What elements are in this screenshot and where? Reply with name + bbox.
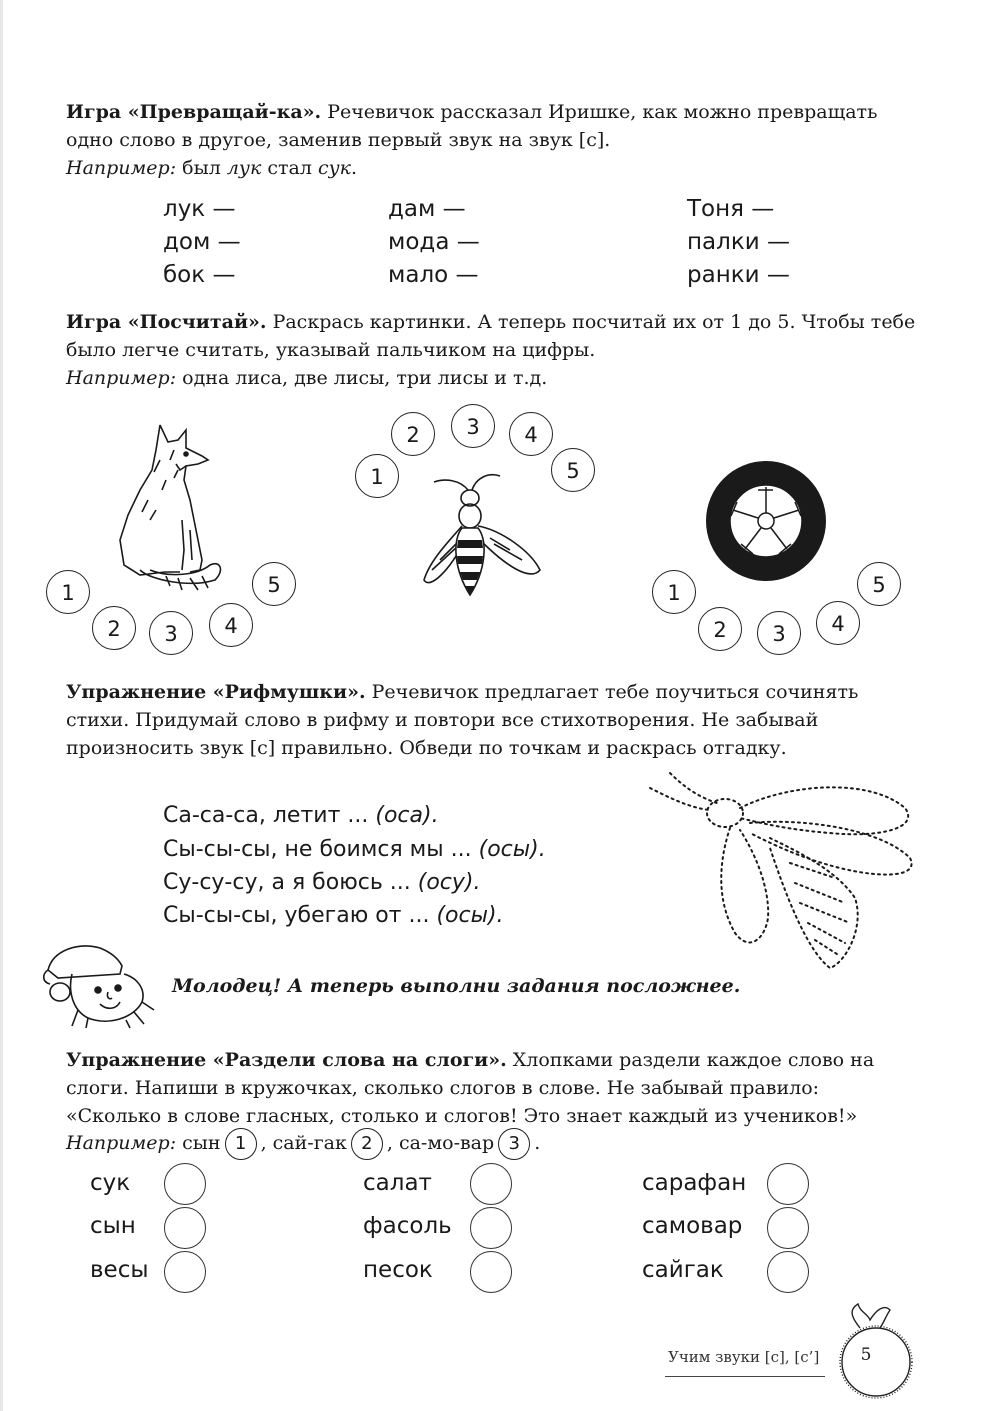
- tire-illustration: [703, 458, 829, 584]
- fox-illustration: [90, 420, 240, 610]
- word-item: мало —: [388, 262, 479, 288]
- syllable-word: песок: [363, 1257, 433, 1283]
- word-item: дом —: [163, 229, 241, 255]
- example-text: .: [350, 157, 357, 179]
- dotted-wasp-illustration: [640, 768, 930, 978]
- poem-text: Сы-сы-сы, не боимся мы ...: [163, 837, 479, 862]
- footer-divider: [665, 1376, 825, 1377]
- example-separator: .: [534, 1132, 541, 1154]
- syllable-answer-circle[interactable]: [470, 1163, 512, 1205]
- syllable-answer-circle[interactable]: [767, 1207, 809, 1249]
- poem-answer: (оса).: [375, 803, 439, 828]
- example-word: лук: [226, 157, 262, 179]
- example-word: сай-гак: [266, 1132, 347, 1154]
- word-item: Тоня —: [687, 196, 775, 222]
- count-circle: 5: [857, 562, 901, 606]
- game2-paragraph: [66, 308, 916, 364]
- example-label: Например:: [66, 157, 177, 179]
- example-label: Например:: [66, 1132, 177, 1154]
- example-word: сын: [176, 1132, 221, 1154]
- syllable-count-circle: 2: [351, 1128, 383, 1160]
- syllable-answer-circle[interactable]: [164, 1163, 206, 1205]
- syllable-answer-circle[interactable]: [470, 1251, 512, 1293]
- poem-answer: (осу).: [417, 870, 481, 895]
- count-circle: 1: [46, 570, 90, 614]
- game2-text: Раскрась картинки. А теперь посчитай их от 1 до 5. Чтобы тебе было легче считать, указывай пальчиком на цифры.: [66, 311, 916, 361]
- exercise1-title: Упражнение «Рифмушки».: [66, 681, 366, 703]
- count-circle: 3: [757, 611, 801, 655]
- game1-paragraph: [66, 98, 916, 154]
- example-text: одна лиса, две лисы, три лисы и т.д.: [176, 367, 548, 389]
- game1-title: Игра «Превращай-ка».: [66, 101, 322, 123]
- exercise2-paragraph: [66, 1046, 916, 1130]
- syllable-word: сарафан: [642, 1170, 747, 1196]
- gnome-illustration: [38, 940, 158, 1030]
- count-circle: 1: [652, 570, 696, 614]
- exercise1-text: Речевичок предлагает тебе поучиться сочинять стихи. Придумай слово в рифму и повтори все стихотворения. Не забывай произносить звук [с] правильно. Обведи по точкам и раскрась отгадку.: [66, 681, 859, 759]
- example-text: стал: [261, 157, 318, 179]
- exercise2-text: Хлопками раздели каждое слово на слоги. Напиши в кружочках, сколько слогов в слове. Не забывай правило: «Сколько в слове гласных, столько и слогов! Это знает каждый из учеников!»: [66, 1049, 875, 1127]
- word-item: ранки —: [687, 262, 790, 288]
- word-item: лук —: [163, 196, 236, 222]
- game1-example: [66, 154, 357, 182]
- poem-text: Су-су-су, а я боюсь ...: [163, 870, 418, 895]
- poem-line: [163, 903, 504, 928]
- word-item: бок —: [163, 262, 236, 288]
- count-circle: 3: [149, 611, 193, 655]
- count-circle: 4: [509, 412, 553, 456]
- example-label: Например:: [66, 367, 177, 389]
- poem-line: [163, 803, 439, 828]
- count-circle: 4: [209, 603, 253, 647]
- syllable-word: самовар: [642, 1213, 743, 1239]
- syllable-answer-circle[interactable]: [470, 1207, 512, 1249]
- exercise2-title: Упражнение «Раздели слова на слоги».: [66, 1049, 507, 1071]
- word-item: мода —: [388, 229, 480, 255]
- count-circle: 5: [252, 562, 296, 606]
- example-separator: ,: [260, 1132, 267, 1154]
- count-circle: 2: [92, 606, 136, 650]
- syllable-answer-circle[interactable]: [767, 1163, 809, 1205]
- syllable-answer-circle[interactable]: [164, 1251, 206, 1293]
- syllable-word: сын: [90, 1213, 136, 1239]
- count-circle: 2: [698, 607, 742, 651]
- count-circle: 2: [391, 412, 435, 456]
- syllable-word: сук: [90, 1170, 131, 1196]
- word-item: дам —: [388, 196, 466, 222]
- wasp-illustration: [410, 470, 560, 610]
- praise-text: Молодец! А теперь выполни задания посложнее.: [172, 975, 741, 997]
- syllable-answer-circle[interactable]: [164, 1207, 206, 1249]
- word-item: палки —: [687, 229, 790, 255]
- syllable-word: салат: [363, 1170, 432, 1196]
- count-circle: 3: [451, 404, 495, 448]
- syllable-word: фасоль: [363, 1213, 452, 1239]
- exercise2-example: [66, 1128, 540, 1160]
- exercise1-paragraph: [66, 678, 916, 762]
- example-text: был: [176, 157, 227, 179]
- example-word: са-мо-вар: [392, 1132, 495, 1154]
- syllable-word: весы: [90, 1257, 149, 1283]
- page-number: 5: [860, 1345, 872, 1365]
- syllable-answer-circle[interactable]: [767, 1251, 809, 1293]
- footer-title: Учим звуки [с], [с’]: [668, 1348, 820, 1366]
- syllable-word: сайгак: [642, 1257, 724, 1283]
- game1-text: Речевичок рассказал Иришке, как можно превращать одно слово в другое, заменив первый звук на звук [с].: [66, 101, 878, 151]
- count-circle: 4: [816, 601, 860, 645]
- poem-line: [163, 837, 546, 862]
- poem-answer: (осы).: [436, 903, 504, 928]
- count-circle: 1: [355, 454, 399, 498]
- count-circle: 5: [551, 448, 595, 492]
- syllable-count-circle: 3: [498, 1128, 530, 1160]
- poem-answer: (осы).: [478, 837, 546, 862]
- poem-text: Са-са-са, летит ...: [163, 803, 376, 828]
- syllable-count-circle: 1: [225, 1128, 257, 1160]
- game2-title: Игра «Посчитай».: [66, 311, 267, 333]
- page-edge: [0, 0, 3, 1411]
- game2-example: [66, 364, 547, 392]
- poem-line: [163, 870, 481, 895]
- example-word: сук: [317, 157, 351, 179]
- example-separator: ,: [386, 1132, 393, 1154]
- poem-text: Сы-сы-сы, убегаю от ...: [163, 903, 437, 928]
